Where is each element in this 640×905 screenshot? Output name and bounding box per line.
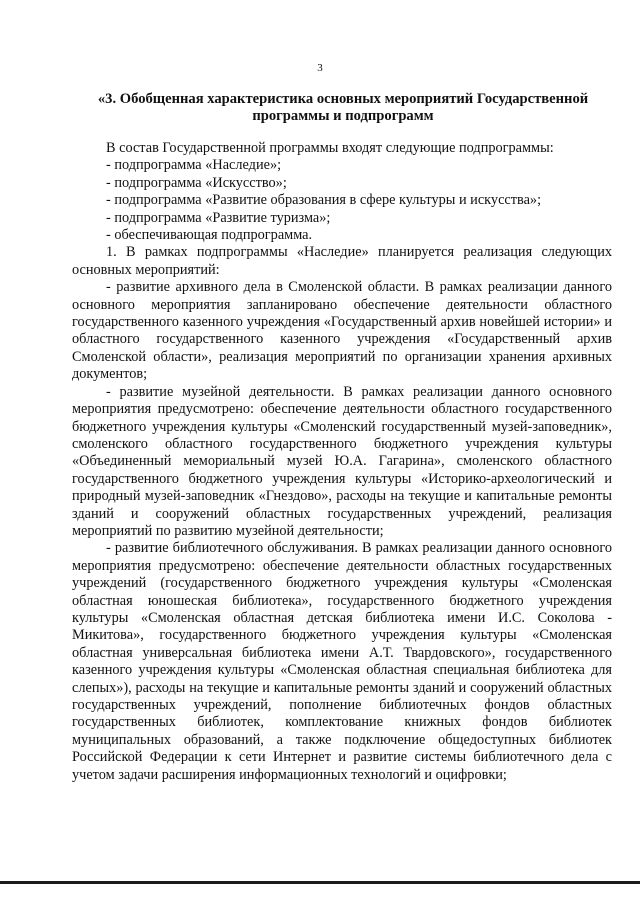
subprogram-item: - подпрограмма «Развитие туризма»; <box>106 209 331 226</box>
subprogram-item: - подпрограмма «Развитие образования в сфере культуры и искусства»; <box>106 192 542 209</box>
paragraph-nasledie-intro: 1. В рамках подпрограммы «Наследие» планируется реализация следующих основных мероприятий: <box>72 244 612 278</box>
intro-text: В состав Государственной программы входят следующие подпрограммы: <box>106 140 554 156</box>
document-body <box>72 140 612 784</box>
subprogram-item: - обеспечивающая подпрограмма. <box>106 227 313 244</box>
section-heading: «3. Обобщенная характеристика основных мероприятий Государственной программы и подпрограмм <box>97 91 589 124</box>
subprogram-item: - подпрограмма «Наследие»; <box>106 157 282 174</box>
paragraph-library: - развитие библиотечного обслуживания. В рамках реализации данного основного мероприятия предусмотрено: обеспечение деятельности областных государственных учреждений (государственного бюджетного учреждения культуры «Смоленская областная юношеская библиотека», государственного бюджетного учреждения культуры «Смоленская областная детская библиотека имени И.С. Соколова - Микитова», государственного бюджетного учреждения культуры «Смоленская областная универсальная библиотека имени А.Т. Твардовского», государственного казенного учреждения культуры «Смоленская областная специальная библиотека для слепых»), расходы на текущие и капитальные ремонты зданий и сооружений областных государственных учреждений, пополнение библиотечных фондов областных государственных библиотек, комплектование книжных фондов библиотек муниципальных образований, а также подключение общедоступных библиотек Российской Федерации к сети Интернет и развитие системы библиотечного дела с учетом задачи расширения информационных технологий и оцифровки; <box>72 540 612 783</box>
paragraph-archive: - развитие архивного дела в Смоленской области. В рамках реализации данного основного мероприятия запланировано обеспечение деятельности областного государственного казенного учреждения «Государственный архив новейшей истории» и областного государственного казенного учреждения «Государственный архив Смоленской области», реализация мероприятий по организации хранения архивных документов; <box>72 279 612 383</box>
page-number: 3 <box>317 62 323 74</box>
paragraph-museum: - развитие музейной деятельности. В рамках реализации данного основного мероприятия предусмотрено: обеспечение деятельности областного государственного бюджетного учреждения культуры «Смоленский государственный музей-заповедник», смоленского областного государственного бюджетного учреждения культуры «Объединенный мемориальный музей Ю.А. Гагарина», смоленского областного государственного бюджетного учреждения культуры «Историко-археологический и природный музей-заповедник «Гнездово», расходы на текущие и капитальные ремонты зданий и сооружений областных государственных учреждений, реализация мероприятий по развитию музейной деятельности; <box>72 383 612 539</box>
subprogram-item: - подпрограмма «Искусство»; <box>106 174 287 191</box>
footer-rule <box>0 881 640 884</box>
